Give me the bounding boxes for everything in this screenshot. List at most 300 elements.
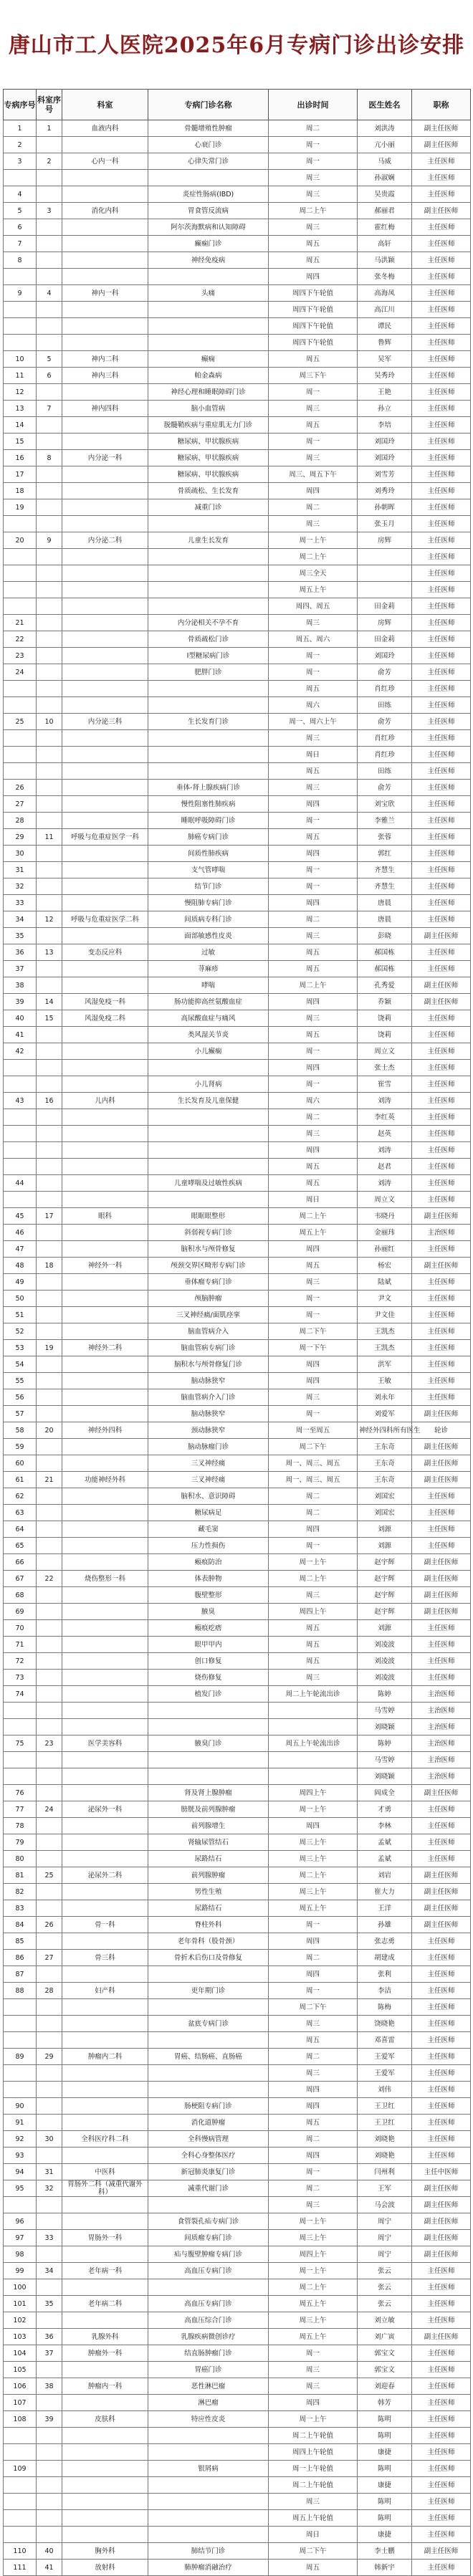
cell-disease-no	[4, 582, 37, 598]
cell-clinic-name: 肥胖门诊	[148, 664, 269, 681]
cell-doctor-name: 刘涛	[358, 1175, 412, 1192]
cell-department	[62, 1043, 148, 1060]
cell-clinic-name: 眼甲甲内	[148, 1637, 269, 1653]
table-row	[4, 1620, 471, 1637]
cell-title: 副主任医师	[412, 994, 471, 1010]
cell-disease-no: 53	[4, 1340, 37, 1356]
cell-department	[62, 895, 148, 911]
document-title: 唐山市工人医院2025年6月专病门诊出诊安排	[8, 33, 465, 58]
cell-department: 功能神经外科	[62, 1472, 148, 1488]
cell-dept-no	[37, 516, 62, 532]
cell-doctor-name: 李雅兰	[358, 813, 412, 829]
table-row	[4, 1933, 471, 1950]
cell-clinic-time: 周一	[269, 153, 358, 170]
cell-title: 主任医师	[412, 796, 471, 813]
cell-department: 泌尿外二科	[62, 1867, 148, 1884]
cell-clinic-name: 支气管哮喘	[148, 862, 269, 878]
cell-dept-no: 31	[37, 2164, 62, 2180]
cell-clinic-name: 类风湿关节炎	[148, 1027, 269, 1043]
cell-title: 副主任医师	[412, 1884, 471, 1900]
cell-title: 副主任医师	[412, 2543, 471, 2560]
cell-department	[62, 236, 148, 252]
cell-clinic-time: 周三	[269, 1389, 358, 1406]
cell-title: 副主任医师	[412, 1571, 471, 1587]
cell-department	[62, 1373, 148, 1389]
cell-clinic-time: 周四	[269, 1142, 358, 1159]
cell-doctor-name: 韩芳	[358, 2395, 412, 2411]
cell-disease-no: 16	[4, 450, 37, 466]
cell-disease-no: 37	[4, 961, 37, 977]
cell-clinic-time: 周一	[269, 1538, 358, 1554]
cell-title: 主任医师	[412, 2362, 471, 2378]
cell-clinic-name	[148, 1192, 269, 1208]
cell-title: 主任医师	[412, 1192, 471, 1208]
cell-dept-no: 3	[37, 203, 62, 219]
cell-clinic-time: 周二	[269, 1488, 358, 1505]
cell-dept-no: 25	[37, 1867, 62, 1884]
cell-department	[62, 186, 148, 203]
cell-clinic-time: 周四	[269, 1356, 358, 1373]
cell-title: 主任医师	[412, 829, 471, 846]
cell-department	[62, 1785, 148, 1801]
cell-clinic-name: 膀胱及前列腺肿瘤	[148, 1801, 269, 1818]
cell-clinic-name	[148, 1768, 269, 1785]
cell-department	[62, 1521, 148, 1538]
cell-clinic-time: 周一	[269, 1406, 358, 1422]
cell-doctor-name: 周宁	[358, 2230, 412, 2246]
table-row	[4, 2049, 471, 2065]
cell-title: 主任医师	[412, 368, 471, 384]
cell-title: 主任医师	[412, 434, 471, 450]
cell-disease-no	[4, 1703, 37, 1719]
cell-dept-no	[37, 384, 62, 401]
cell-doctor-name: 王东奇	[358, 1439, 412, 1455]
cell-disease-no: 55	[4, 1373, 37, 1389]
cell-doctor-name: 金丽玮	[358, 1225, 412, 1241]
cell-clinic-time: 周一上午	[269, 1801, 358, 1818]
cell-dept-no	[37, 1192, 62, 1208]
cell-doctor-name: 房辉	[358, 532, 412, 549]
cell-doctor-name: 李洁	[358, 1983, 412, 1999]
cell-doctor-name: 周立文	[358, 1192, 412, 1208]
cell-clinic-time: 周三	[269, 450, 358, 466]
table-row	[4, 928, 471, 944]
cell-doctor-name: 刘雪芳	[358, 466, 412, 483]
cell-clinic-time: 周四	[269, 2098, 358, 2115]
cell-clinic-name: 颈动脉狭窄	[148, 1422, 269, 1439]
cell-doctor-name: 高海凤	[358, 285, 412, 302]
table-row	[4, 450, 471, 466]
table-row	[4, 2197, 471, 2213]
cell-clinic-name: 脊柱外科	[148, 1917, 269, 1933]
cell-title: 主任医师	[412, 747, 471, 763]
cell-dept-no	[37, 1455, 62, 1472]
cell-title: 副主任医师	[412, 1455, 471, 1472]
table-row	[4, 582, 471, 598]
table-row	[4, 2180, 471, 2197]
cell-clinic-name: 肾及肾上腺肿瘤	[148, 1785, 269, 1801]
table-row	[4, 829, 471, 846]
cell-department	[62, 1356, 148, 1373]
cell-dept-no	[37, 1043, 62, 1060]
cell-clinic-name: 前列腺增生	[148, 1818, 269, 1834]
table-row	[4, 2527, 471, 2543]
cell-disease-no: 82	[4, 1884, 37, 1900]
cell-title: 主任医师	[412, 813, 471, 829]
cell-clinic-name: 阿尔茨海默病和认知障碍	[148, 219, 269, 236]
cell-dept-no: 11	[37, 829, 62, 846]
cell-clinic-time: 周四上午	[269, 1785, 358, 1801]
cell-disease-no: 50	[4, 1291, 37, 1307]
cell-clinic-time: 周二上午轮值	[269, 2428, 358, 2444]
table-row	[4, 1719, 471, 1735]
cell-disease-no: 65	[4, 1538, 37, 1554]
cell-dept-no	[37, 1653, 62, 1670]
table-row	[4, 714, 471, 730]
cell-disease-no: 25	[4, 714, 37, 730]
cell-disease-no	[4, 763, 37, 780]
table-row	[4, 598, 471, 615]
cell-clinic-name: 脑血管病介入	[148, 1323, 269, 1340]
cell-disease-no	[4, 2197, 37, 2213]
cell-department	[62, 615, 148, 631]
cell-title: 主任医师	[412, 236, 471, 252]
cell-department: 全科医疗科二科	[62, 2131, 148, 2148]
cell-doctor-name: 刘国玲	[358, 434, 412, 450]
cell-department	[62, 2082, 148, 2098]
cell-clinic-name: 高血压专病门诊	[148, 2296, 269, 2312]
cell-dept-no	[37, 1703, 62, 1719]
cell-disease-no: 1	[4, 120, 37, 137]
cell-title: 主任医师	[412, 2049, 471, 2065]
cell-clinic-time: 周四	[269, 1373, 358, 1389]
table-row	[4, 1999, 471, 2016]
cell-disease-no: 23	[4, 648, 37, 664]
cell-doctor-name: 刘宝欣	[358, 796, 412, 813]
cell-clinic-time: 周五	[269, 1620, 358, 1637]
cell-title: 主任医师	[412, 2065, 471, 2082]
cell-title: 主任医师	[412, 681, 471, 697]
cell-title: 主任医师	[412, 2560, 471, 2576]
cell-clinic-time: 周四下午轮值	[269, 335, 358, 351]
cell-disease-no	[4, 335, 37, 351]
cell-clinic-time: 周二上午轮流出诊	[269, 1686, 358, 1703]
cell-doctor-name: 张云	[358, 2296, 412, 2312]
cell-clinic-time: 周三	[269, 2197, 358, 2213]
cell-clinic-name: 脑动脉瘤门诊	[148, 1439, 269, 1455]
cell-title: 主任医师	[412, 1373, 471, 1389]
table-row	[4, 961, 471, 977]
cell-clinic-name: 小儿癫痫	[148, 1043, 269, 1060]
cell-department: 泌尿外一科	[62, 1801, 148, 1818]
cell-disease-no: 17	[4, 466, 37, 483]
cell-clinic-name: 腋臭门诊	[148, 1735, 269, 1752]
cell-department	[62, 747, 148, 763]
cell-clinic-time: 周三	[269, 730, 358, 747]
cell-title: 主任医师	[412, 2494, 471, 2510]
cell-dept-no	[37, 1538, 62, 1554]
cell-clinic-time: 周五上午	[269, 1900, 358, 1917]
cell-department	[62, 1999, 148, 2016]
cell-clinic-name: 创口修复	[148, 1653, 269, 1670]
cell-clinic-time: 周五	[269, 1027, 358, 1043]
cell-doctor-name: 马威	[358, 153, 412, 170]
cell-doctor-name: 郭宝文	[358, 2345, 412, 2362]
cell-disease-no: 95	[4, 2180, 37, 2197]
cell-dept-no: 34	[37, 2263, 62, 2279]
cell-department	[62, 2477, 148, 2494]
table-row	[4, 1142, 471, 1159]
cell-clinic-name: 胃癌、结肠癌、直肠癌	[148, 2049, 269, 2065]
cell-clinic-name: 肠功能抑高丝氨酸血症	[148, 994, 269, 1010]
cell-dept-no	[37, 1175, 62, 1192]
cell-doctor-name: 王东奇	[358, 1472, 412, 1488]
cell-doctor-name: 王敏	[358, 1373, 412, 1389]
cell-dept-no	[37, 895, 62, 911]
cell-doctor-name: 陈明	[358, 2510, 412, 2527]
cell-disease-no: 62	[4, 1488, 37, 1505]
cell-doctor-name: 刘立敏	[358, 2312, 412, 2329]
table-row	[4, 1554, 471, 1571]
cell-clinic-time: 周六	[269, 697, 358, 714]
cell-doctor-name: 饶晓艳	[358, 2016, 412, 2032]
cell-dept-no	[37, 631, 62, 648]
table-row	[4, 1109, 471, 1126]
cell-disease-no: 33	[4, 895, 37, 911]
cell-dept-no: 14	[37, 994, 62, 1010]
table-row	[4, 2510, 471, 2527]
cell-department	[62, 796, 148, 813]
cell-clinic-time	[269, 1752, 358, 1768]
cell-doctor-name: 亢小丽	[358, 137, 412, 153]
cell-clinic-name: 过敏	[148, 944, 269, 961]
cell-title: 主任医师	[412, 2510, 471, 2527]
cell-doctor-name: 韦晓丹	[358, 1208, 412, 1225]
cell-dept-no	[37, 2032, 62, 2049]
cell-clinic-name	[148, 1752, 269, 1768]
cell-disease-no: 64	[4, 1521, 37, 1538]
cell-clinic-time: 周二	[269, 120, 358, 137]
table-row	[4, 1653, 471, 1670]
cell-doctor-name: 刘晓颖	[358, 1719, 412, 1735]
cell-clinic-time: 周三	[269, 2494, 358, 2510]
cell-clinic-name: 儿童生长发育	[148, 532, 269, 549]
cell-clinic-time: 周二上午	[269, 1867, 358, 1884]
cell-disease-no: 58	[4, 1422, 37, 1439]
cell-disease-no: 67	[4, 1571, 37, 1587]
cell-clinic-time: 周二上午	[269, 549, 358, 565]
cell-disease-no: 49	[4, 1274, 37, 1291]
cell-dept-no: 29	[37, 2049, 62, 2065]
cell-disease-no: 59	[4, 1439, 37, 1455]
cell-department	[62, 1192, 148, 1208]
cell-dept-no	[37, 1785, 62, 1801]
cell-dept-no	[37, 2098, 62, 2115]
cell-department	[62, 2148, 148, 2164]
cell-department: 中医科	[62, 2164, 148, 2180]
cell-title: 主任医师	[412, 1801, 471, 1818]
cell-dept-no	[37, 615, 62, 631]
cell-title: 主任医师	[412, 1933, 471, 1950]
cell-dept-no: 10	[37, 714, 62, 730]
cell-clinic-time: 周一	[269, 1917, 358, 1933]
cell-disease-no: 90	[4, 2098, 37, 2115]
cell-department: 内分泌二科	[62, 532, 148, 549]
cell-department: 风湿免疫二科	[62, 1010, 148, 1027]
cell-doctor-name: 王卫红	[358, 2115, 412, 2131]
cell-title: 主任医师	[412, 1999, 471, 2016]
cell-disease-no: 20	[4, 532, 37, 549]
cell-disease-no: 77	[4, 1801, 37, 1818]
table-row	[4, 2345, 471, 2362]
cell-disease-no: 35	[4, 928, 37, 944]
cell-title: 主任医师	[412, 186, 471, 203]
table-row	[4, 401, 471, 417]
cell-title: 主任医师	[412, 911, 471, 928]
table-row	[4, 2494, 471, 2510]
cell-department	[62, 2246, 148, 2263]
cell-department	[62, 1818, 148, 1834]
table-row	[4, 2329, 471, 2345]
cell-title: 副主任医师	[412, 1258, 471, 1274]
cell-clinic-name: 哮喘	[148, 977, 269, 994]
table-row	[4, 1175, 471, 1192]
cell-clinic-name: 新冠肺炎康复门诊	[148, 2164, 269, 2180]
cell-doctor-name: 刘国宏	[358, 1505, 412, 1521]
cell-dept-no	[37, 302, 62, 318]
cell-disease-no: 99	[4, 2263, 37, 2279]
cell-disease-no: 45	[4, 1208, 37, 1225]
cell-disease-no: 84	[4, 1917, 37, 1933]
table-row	[4, 2164, 471, 2180]
cell-clinic-time: 周四上午	[269, 1604, 358, 1620]
cell-doctor-name: 刘迎春	[358, 2378, 412, 2395]
cell-title: 主任医师	[412, 582, 471, 598]
cell-dept-no: 27	[37, 1950, 62, 1966]
cell-department: 内分泌三科	[62, 714, 148, 730]
cell-department	[62, 1142, 148, 1159]
table-row	[4, 1670, 471, 1686]
cell-clinic-time: 周一	[269, 664, 358, 681]
cell-department	[62, 648, 148, 664]
cell-disease-no	[4, 598, 37, 615]
cell-doctor-name: 周立文	[358, 1043, 412, 1060]
cell-dept-no	[37, 2395, 62, 2411]
table-row	[4, 252, 471, 269]
cell-clinic-name: 银屑病	[148, 2461, 269, 2477]
cell-dept-no: 33	[37, 2230, 62, 2246]
cell-disease-no	[4, 1109, 37, 1126]
cell-disease-no	[4, 1159, 37, 1175]
cell-clinic-time	[269, 1719, 358, 1735]
cell-doctor-name: 刘源	[358, 1620, 412, 1637]
table-row	[4, 137, 471, 153]
cell-clinic-time: 周一	[269, 878, 358, 895]
cell-clinic-time: 周日	[269, 747, 358, 763]
cell-clinic-time: 周一	[269, 1983, 358, 1999]
cell-disease-no: 6	[4, 219, 37, 236]
cell-doctor-name: 刘源	[358, 1538, 412, 1554]
cell-dept-no	[37, 2197, 62, 2213]
cell-disease-no	[4, 2082, 37, 2098]
cell-department	[62, 961, 148, 977]
table-row	[4, 895, 471, 911]
cell-dept-no	[37, 2279, 62, 2296]
cell-clinic-time: 周一	[269, 1043, 358, 1060]
cell-department: 肿瘤外一科	[62, 2345, 148, 2362]
table-row	[4, 1983, 471, 1999]
cell-clinic-time: 周三	[269, 2378, 358, 2395]
cell-dept-no	[37, 2527, 62, 2543]
cell-clinic-time: 周一上午	[269, 2411, 358, 2428]
cell-clinic-time: 周一	[269, 1076, 358, 1093]
cell-title: 主任医师	[412, 1323, 471, 1340]
cell-clinic-name: 骨质疏松、生长发育	[148, 483, 269, 499]
cell-disease-no: 48	[4, 1258, 37, 1274]
cell-dept-no	[37, 2444, 62, 2461]
cell-department	[62, 1060, 148, 1076]
cell-doctor-name: 肖红珍	[358, 747, 412, 763]
cell-disease-no: 71	[4, 1637, 37, 1653]
table-row	[4, 1521, 471, 1538]
cell-disease-no: 9	[4, 285, 37, 302]
cell-title: 主任医师	[412, 384, 471, 401]
cell-doctor-name	[358, 549, 412, 565]
cell-clinic-time: 周三	[269, 401, 358, 417]
cell-disease-no: 31	[4, 862, 37, 878]
cell-title: 主任医师	[412, 2461, 471, 2477]
cell-clinic-name	[148, 697, 269, 714]
cell-title: 主任医师	[412, 961, 471, 977]
cell-clinic-time: 周二上午	[269, 1571, 358, 1587]
cell-disease-no: 111	[4, 2560, 37, 2576]
cell-doctor-name: 崔大力	[358, 1884, 412, 1900]
cell-dept-no	[37, 219, 62, 236]
cell-doctor-name: 康捷	[358, 2444, 412, 2461]
cell-clinic-time: 周二下午	[269, 1323, 358, 1340]
cell-doctor-name: 张利	[358, 1966, 412, 1983]
cell-disease-no: 38	[4, 977, 37, 994]
cell-disease-no: 39	[4, 994, 37, 1010]
cell-doctor-name: 张云	[358, 2263, 412, 2279]
cell-doctor-name: 刘洪涛	[358, 120, 412, 137]
cell-dept-no: 8	[37, 450, 62, 466]
cell-title: 副主任医师	[412, 137, 471, 153]
cell-clinic-time: 周一	[269, 434, 358, 450]
cell-dept-no: 18	[37, 1258, 62, 1274]
cell-department: 内分泌一科	[62, 450, 148, 466]
cell-clinic-time: 周一	[269, 2345, 358, 2362]
cell-clinic-time: 周四	[269, 1818, 358, 1834]
schedule-rows	[4, 120, 471, 2576]
cell-disease-no: 61	[4, 1472, 37, 1488]
cell-dept-no: 23	[37, 1735, 62, 1752]
cell-disease-no: 43	[4, 1093, 37, 1109]
cell-department	[62, 1225, 148, 1241]
cell-doctor-name: 洪军	[358, 1356, 412, 1373]
cell-dept-no	[37, 928, 62, 944]
cell-title: 主任医师	[412, 285, 471, 302]
cell-disease-no	[4, 2510, 37, 2527]
cell-clinic-name: 脑小血管病	[148, 401, 269, 417]
cell-dept-no	[37, 961, 62, 977]
cell-clinic-time: 周三	[269, 1587, 358, 1604]
cell-dept-no: 22	[37, 1571, 62, 1587]
cell-department: 骨一科	[62, 1917, 148, 1933]
table-row	[4, 2444, 471, 2461]
cell-clinic-time: 周二	[269, 1950, 358, 1966]
cell-doctor-name: 饶莉	[358, 1010, 412, 1027]
